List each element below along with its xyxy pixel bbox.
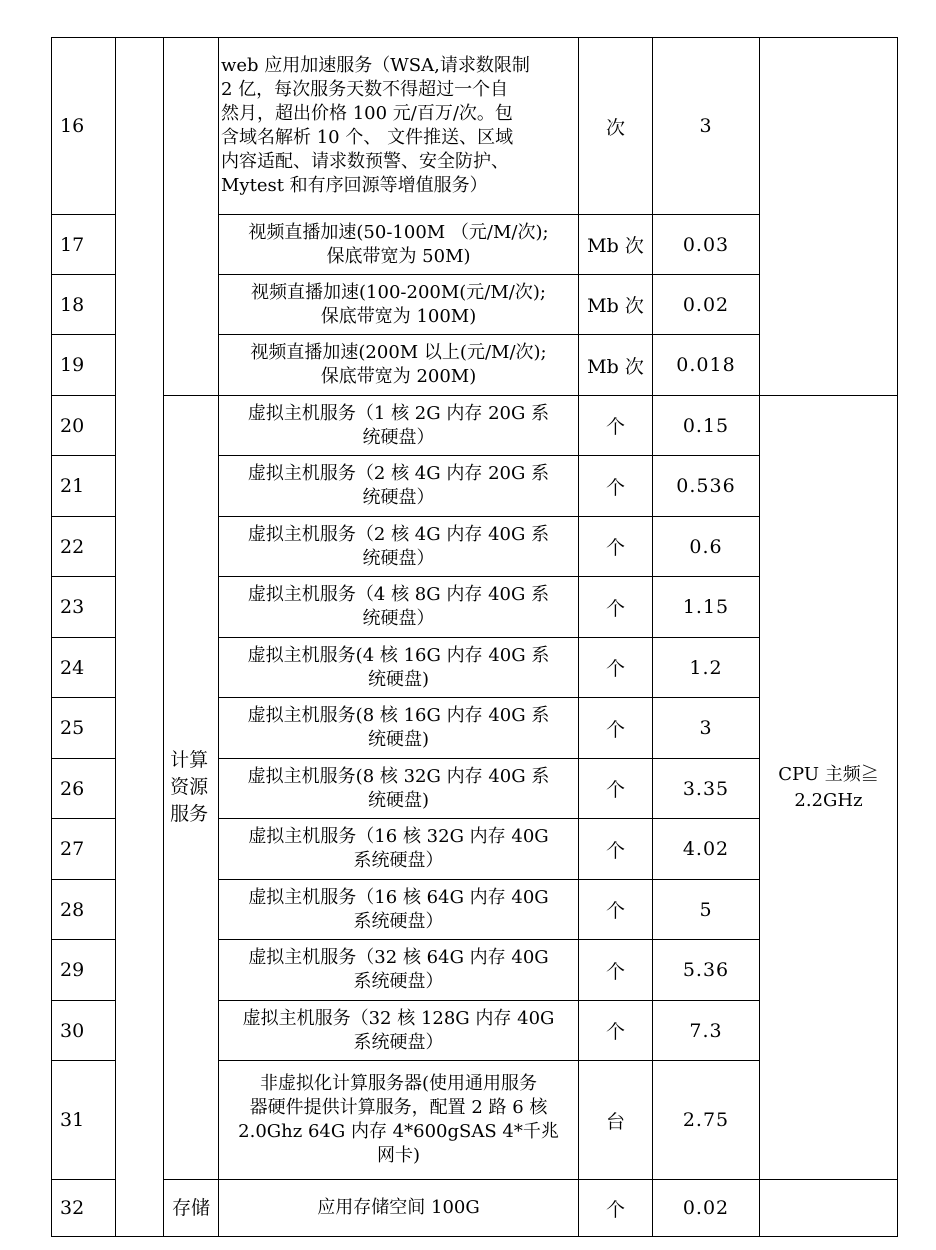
price: 0.536 bbox=[653, 456, 760, 517]
price: 0.02 bbox=[653, 1180, 760, 1237]
unit: 个 bbox=[579, 940, 653, 1001]
service-description: 虚拟主机服务(4 核 16G 内存 40G 系 统硬盘) bbox=[219, 638, 579, 698]
service-description: 虚拟主机服务(8 核 16G 内存 40G 系 统硬盘) bbox=[219, 698, 579, 759]
row-number: 18 bbox=[52, 275, 116, 335]
row-number: 17 bbox=[52, 215, 116, 275]
unit: 个 bbox=[579, 638, 653, 698]
price: 1.2 bbox=[653, 638, 760, 698]
price: 3 bbox=[653, 698, 760, 759]
unit: Mb 次 bbox=[579, 275, 653, 335]
row-number: 26 bbox=[52, 759, 116, 819]
note-cell-blank bbox=[760, 1180, 898, 1237]
price: 3.35 bbox=[653, 759, 760, 819]
note-cell-blank bbox=[760, 38, 898, 396]
price: 2.75 bbox=[653, 1061, 760, 1180]
row-number: 21 bbox=[52, 456, 116, 517]
price: 0.15 bbox=[653, 396, 760, 456]
service-description: 虚拟主机服务（2 核 4G 内存 40G 系 统硬盘） bbox=[219, 517, 579, 577]
table-row bbox=[52, 38, 898, 215]
service-description: 虚拟主机服务（2 核 4G 内存 20G 系 统硬盘） bbox=[219, 456, 579, 517]
row-number: 31 bbox=[52, 1061, 116, 1180]
category-storage: 存储 bbox=[164, 1180, 219, 1237]
price: 0.018 bbox=[653, 335, 760, 396]
price: 0.02 bbox=[653, 275, 760, 335]
price: 7.3 bbox=[653, 1001, 760, 1061]
unit: 个 bbox=[579, 517, 653, 577]
service-description: 虚拟主机服务（16 核 32G 内存 40G 系统硬盘） bbox=[219, 819, 579, 880]
pricing-table bbox=[51, 37, 898, 1237]
unit: 个 bbox=[579, 819, 653, 880]
row-number: 22 bbox=[52, 517, 116, 577]
unit: 个 bbox=[579, 1180, 653, 1237]
unit: Mb 次 bbox=[579, 335, 653, 396]
table-row bbox=[52, 1180, 898, 1237]
price: 5.36 bbox=[653, 940, 760, 1001]
unit: 个 bbox=[579, 759, 653, 819]
price: 4.02 bbox=[653, 819, 760, 880]
price: 0.6 bbox=[653, 517, 760, 577]
row-number: 30 bbox=[52, 1001, 116, 1061]
unit: 个 bbox=[579, 698, 653, 759]
service-description: 视频直播加速(200M 以上(元/M/次); 保底带宽为 200M) bbox=[219, 335, 579, 396]
price: 1.15 bbox=[653, 577, 760, 638]
unit: 个 bbox=[579, 456, 653, 517]
service-description: 虚拟主机服务（16 核 64G 内存 40G 系统硬盘） bbox=[219, 880, 579, 940]
table-row bbox=[52, 396, 898, 456]
row-number: 32 bbox=[52, 1180, 116, 1237]
service-description: 虚拟主机服务（1 核 2G 内存 20G 系 统硬盘） bbox=[219, 396, 579, 456]
price: 0.03 bbox=[653, 215, 760, 275]
unit: 个 bbox=[579, 880, 653, 940]
service-description: 非虚拟化计算服务器(使用通用服务 器硬件提供计算服务，配置 2 路 6 核 2.0Ghz 64G 内存 4*600gSAS 4*千兆 网卡) bbox=[219, 1061, 579, 1180]
price: 5 bbox=[653, 880, 760, 940]
category-compute: 计算 资源 服务 bbox=[164, 396, 219, 1180]
service-description: web 应用加速服务（WSA,请求数限制 2 亿，每次服务天数不得超过一个自 然月，超出价格 100 元/百万/次。包 含域名解析 10 个、 文件推送、区域 内容适配、请求数预警、安全防护、 Mytest 和有序回源等增值服务） bbox=[219, 38, 579, 215]
unit: 台 bbox=[579, 1061, 653, 1180]
unit: 个 bbox=[579, 396, 653, 456]
service-description: 虚拟主机服务（4 核 8G 内存 40G 系 统硬盘） bbox=[219, 577, 579, 638]
row-number: 23 bbox=[52, 577, 116, 638]
unit: 个 bbox=[579, 577, 653, 638]
row-number: 29 bbox=[52, 940, 116, 1001]
service-description: 视频直播加速(50-100M （元/M/次); 保底带宽为 50M) bbox=[219, 215, 579, 275]
price: 3 bbox=[653, 38, 760, 215]
category-column-blank bbox=[116, 38, 164, 1237]
category-cell-blank bbox=[164, 38, 219, 396]
row-number: 25 bbox=[52, 698, 116, 759]
service-description: 虚拟主机服务（32 核 128G 内存 40G 系统硬盘） bbox=[219, 1001, 579, 1061]
note-cpu: CPU 主频≧ 2.2GHz bbox=[760, 396, 898, 1180]
unit: 个 bbox=[579, 1001, 653, 1061]
row-number: 24 bbox=[52, 638, 116, 698]
unit: 次 bbox=[579, 38, 653, 215]
service-description: 应用存储空间 100G bbox=[219, 1180, 579, 1237]
row-number: 28 bbox=[52, 880, 116, 940]
service-description: 虚拟主机服务（32 核 64G 内存 40G 系统硬盘） bbox=[219, 940, 579, 1001]
row-number: 16 bbox=[52, 38, 116, 215]
unit: Mb 次 bbox=[579, 215, 653, 275]
service-description: 虚拟主机服务(8 核 32G 内存 40G 系 统硬盘) bbox=[219, 759, 579, 819]
row-number: 20 bbox=[52, 396, 116, 456]
row-number: 19 bbox=[52, 335, 116, 396]
row-number: 27 bbox=[52, 819, 116, 880]
service-description: 视频直播加速(100-200M(元/M/次); 保底带宽为 100M) bbox=[219, 275, 579, 335]
